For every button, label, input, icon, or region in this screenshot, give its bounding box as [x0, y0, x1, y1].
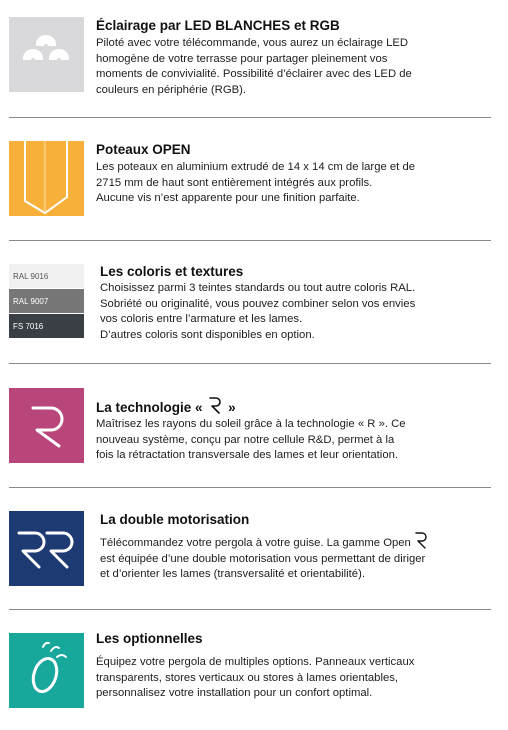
section-divider	[9, 487, 491, 488]
color-swatches-icon	[9, 264, 84, 339]
led-lights-icon	[9, 17, 84, 92]
section-description: Maîtrisez les rayons du soleil grâce à la technologie « R ». Ce nouveau système, conçu par notre cellule R&D, permet à la fois la rétractation transversale des lames et leur orientation.	[96, 418, 406, 462]
r-technology-icon	[9, 388, 84, 463]
post-profile-icon	[9, 141, 84, 216]
section-description: Télécommandez votre pergola à votre guise. La gamme Open est équipée d’une double motorisation vous permettant de diriger et d’orienter les lames (transversalité et orientabilité).	[100, 531, 492, 583]
section-title: La double motorisation	[100, 512, 250, 527]
section-divider	[9, 363, 491, 364]
section-divider	[9, 609, 491, 610]
section-divider	[9, 240, 491, 241]
double-motor-icon	[9, 511, 84, 586]
section-description: Piloté avec votre télécommande, vous aurez un éclairage LED homogène de votre terrasse pour partager pleinement vos moments de convivialité. Possibilité d’éclairer avec des LED de couleurs en périphérie (RGB).	[96, 37, 412, 96]
swatch-ral-9016: RAL 9016	[9, 264, 84, 288]
swatch-ral-9007: RAL 9007	[9, 289, 84, 313]
section-title: Les coloris et textures	[100, 264, 244, 279]
section-title: Poteaux OPEN	[96, 142, 191, 157]
section-description: Équipez votre pergola de multiples options. Panneaux verticaux transparents, stores verticaux ou stores à lames orientables, personnalisez votre installation pour un confort optimal.	[96, 656, 415, 700]
section-title: La technologie « »	[96, 396, 236, 416]
r-logo-icon	[208, 396, 222, 414]
section-description: Les poteaux en aluminium extrudé de 14 x 14 cm de large et de 2715 mm de haut sont entièrement intégrés aux profils. Aucune vis n’est apparente pour une finition parfaite.	[96, 161, 416, 205]
section-divider	[9, 117, 491, 118]
options-icon	[9, 633, 84, 708]
section-description: Choisissez parmi 3 teintes standards ou tout autre coloris RAL. Sobriété ou originalité, vous pouvez combiner selon vos envies vos coloris entre l’armature et les lames. D’autres coloris sont disponibles en option.	[100, 282, 416, 341]
swatch-fs-7016: FS 7016	[9, 314, 84, 338]
section-title: Les optionnelles	[96, 631, 203, 646]
r-logo-icon	[414, 531, 428, 549]
section-title: Éclairage par LED BLANCHES et RGB	[96, 18, 340, 33]
